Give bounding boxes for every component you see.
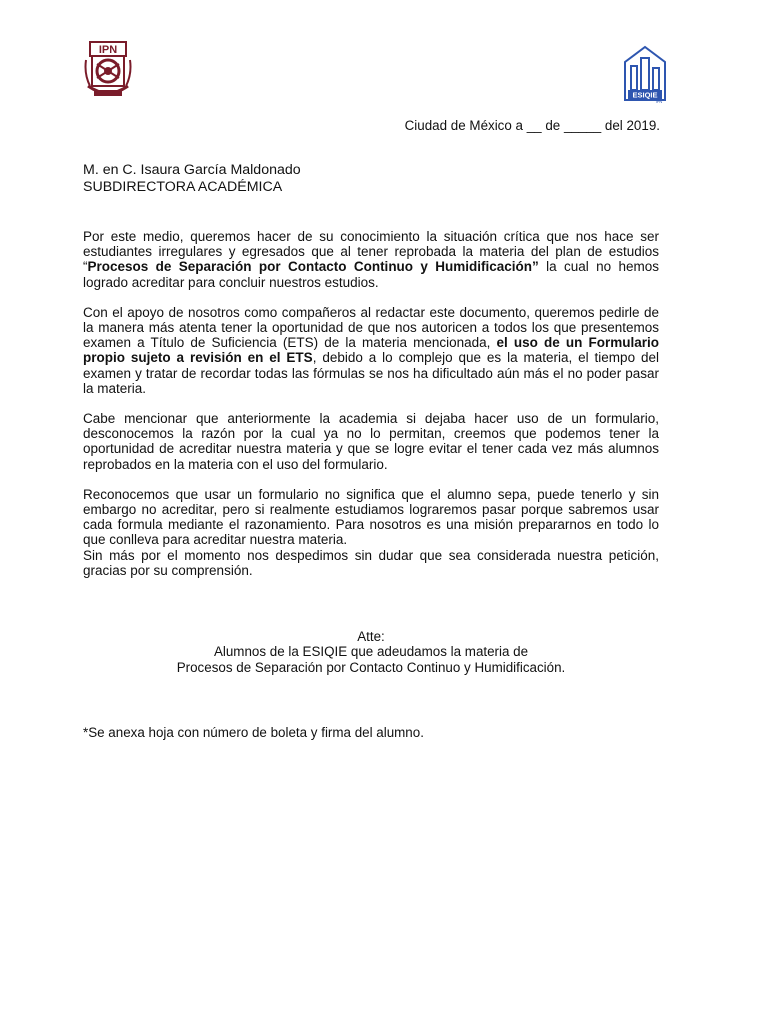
paragraph-1-bold: Procesos de Separación por Contacto Continuo y Humidificación” [87,259,539,275]
esiqie-logo-subtext: IPN [655,99,663,104]
paragraph-5: Sin más por el momento nos despedimos sin dudar que sea considerada nuestra petición, gracias por su comprensión. [83,547,659,578]
paragraph-2 [83,305,659,396]
recipient-title: SUBDIRECTORA ACADÉMICA [83,179,283,195]
date-line: Ciudad de México a __ de _____ del 2019. [404,118,660,133]
closing-atte: Atte: [357,629,385,644]
paragraph-4: Reconocemos que usar un formulario no significa que el alumno sepa, puede tenerlo y sin embargo no acreditar, pero si realmente estudiamos lograremos pasar porque sabremos usar cada formula mediante el razonamiento. Para nosotros es una misión prepararnos en todo lo que conlleva para acreditar nuestra materia. [83,486,659,548]
paragraph-3: Cabe mencionar que anteriormente la academia si dejaba hacer uso de un formulario, desconocemos la razón por la cual ya no lo permitan, creemos que podemos tener la oportunidad de acreditar nuestra materia y que se logre evitar el tener cada vez más alumnos reprobados en la materia con el uso del formulario. [83,411,659,472]
ipn-logo [84,40,132,104]
paragraph-1-text-b: la cual no hemos logrado acreditar para concluir nuestros estudios. [83,259,660,290]
esiqie-logo-text: ESIQIE [632,90,658,100]
letter-body [83,229,659,593]
recipient-block [83,162,301,196]
annex-note: *Se anexa hoja con número de boleta y firma del alumno. [83,725,424,740]
paragraph-1-text-a: Por este medio, queremos hacer de su conocimiento la situación crítica que nos hace ser estudiantes irregulares y egresados que al tener reprobada la materia del plan de estudios “ [83,229,659,275]
esiqie-logo [621,44,669,104]
closing-line-1: Alumnos de la ESIQIE que adeudamos la materia de [213,644,529,660]
paragraph-2-text-b: , debido a lo complejo que es la materia, el tiempo del examen y tratar de recordar todas las fórmulas se nos ha dificultado aún más el no poder pasar la materia. [83,350,659,396]
closing-block [83,629,659,675]
ipn-logo-text: IPN [98,44,118,56]
paragraph-1 [83,229,659,290]
recipient-name: M. en C. Isaura García Maldonado [83,162,301,178]
paragraph-2-bold: el uso de un Formulario propio sujeto a revisión en el ETS [83,335,659,366]
closing-line-2: Procesos de Separación por Contacto Continuo y Humidificación. [176,659,566,675]
paragraph-2-text-a: Con el apoyo de nosotros como compañeros al redactar este documento, queremos pedirle de la manera más atenta tener la oportunidad de que nos autoricen a todos los que presentemos examen a Título de Suficiencia (ETS) de la materia mencionada, [83,304,659,351]
